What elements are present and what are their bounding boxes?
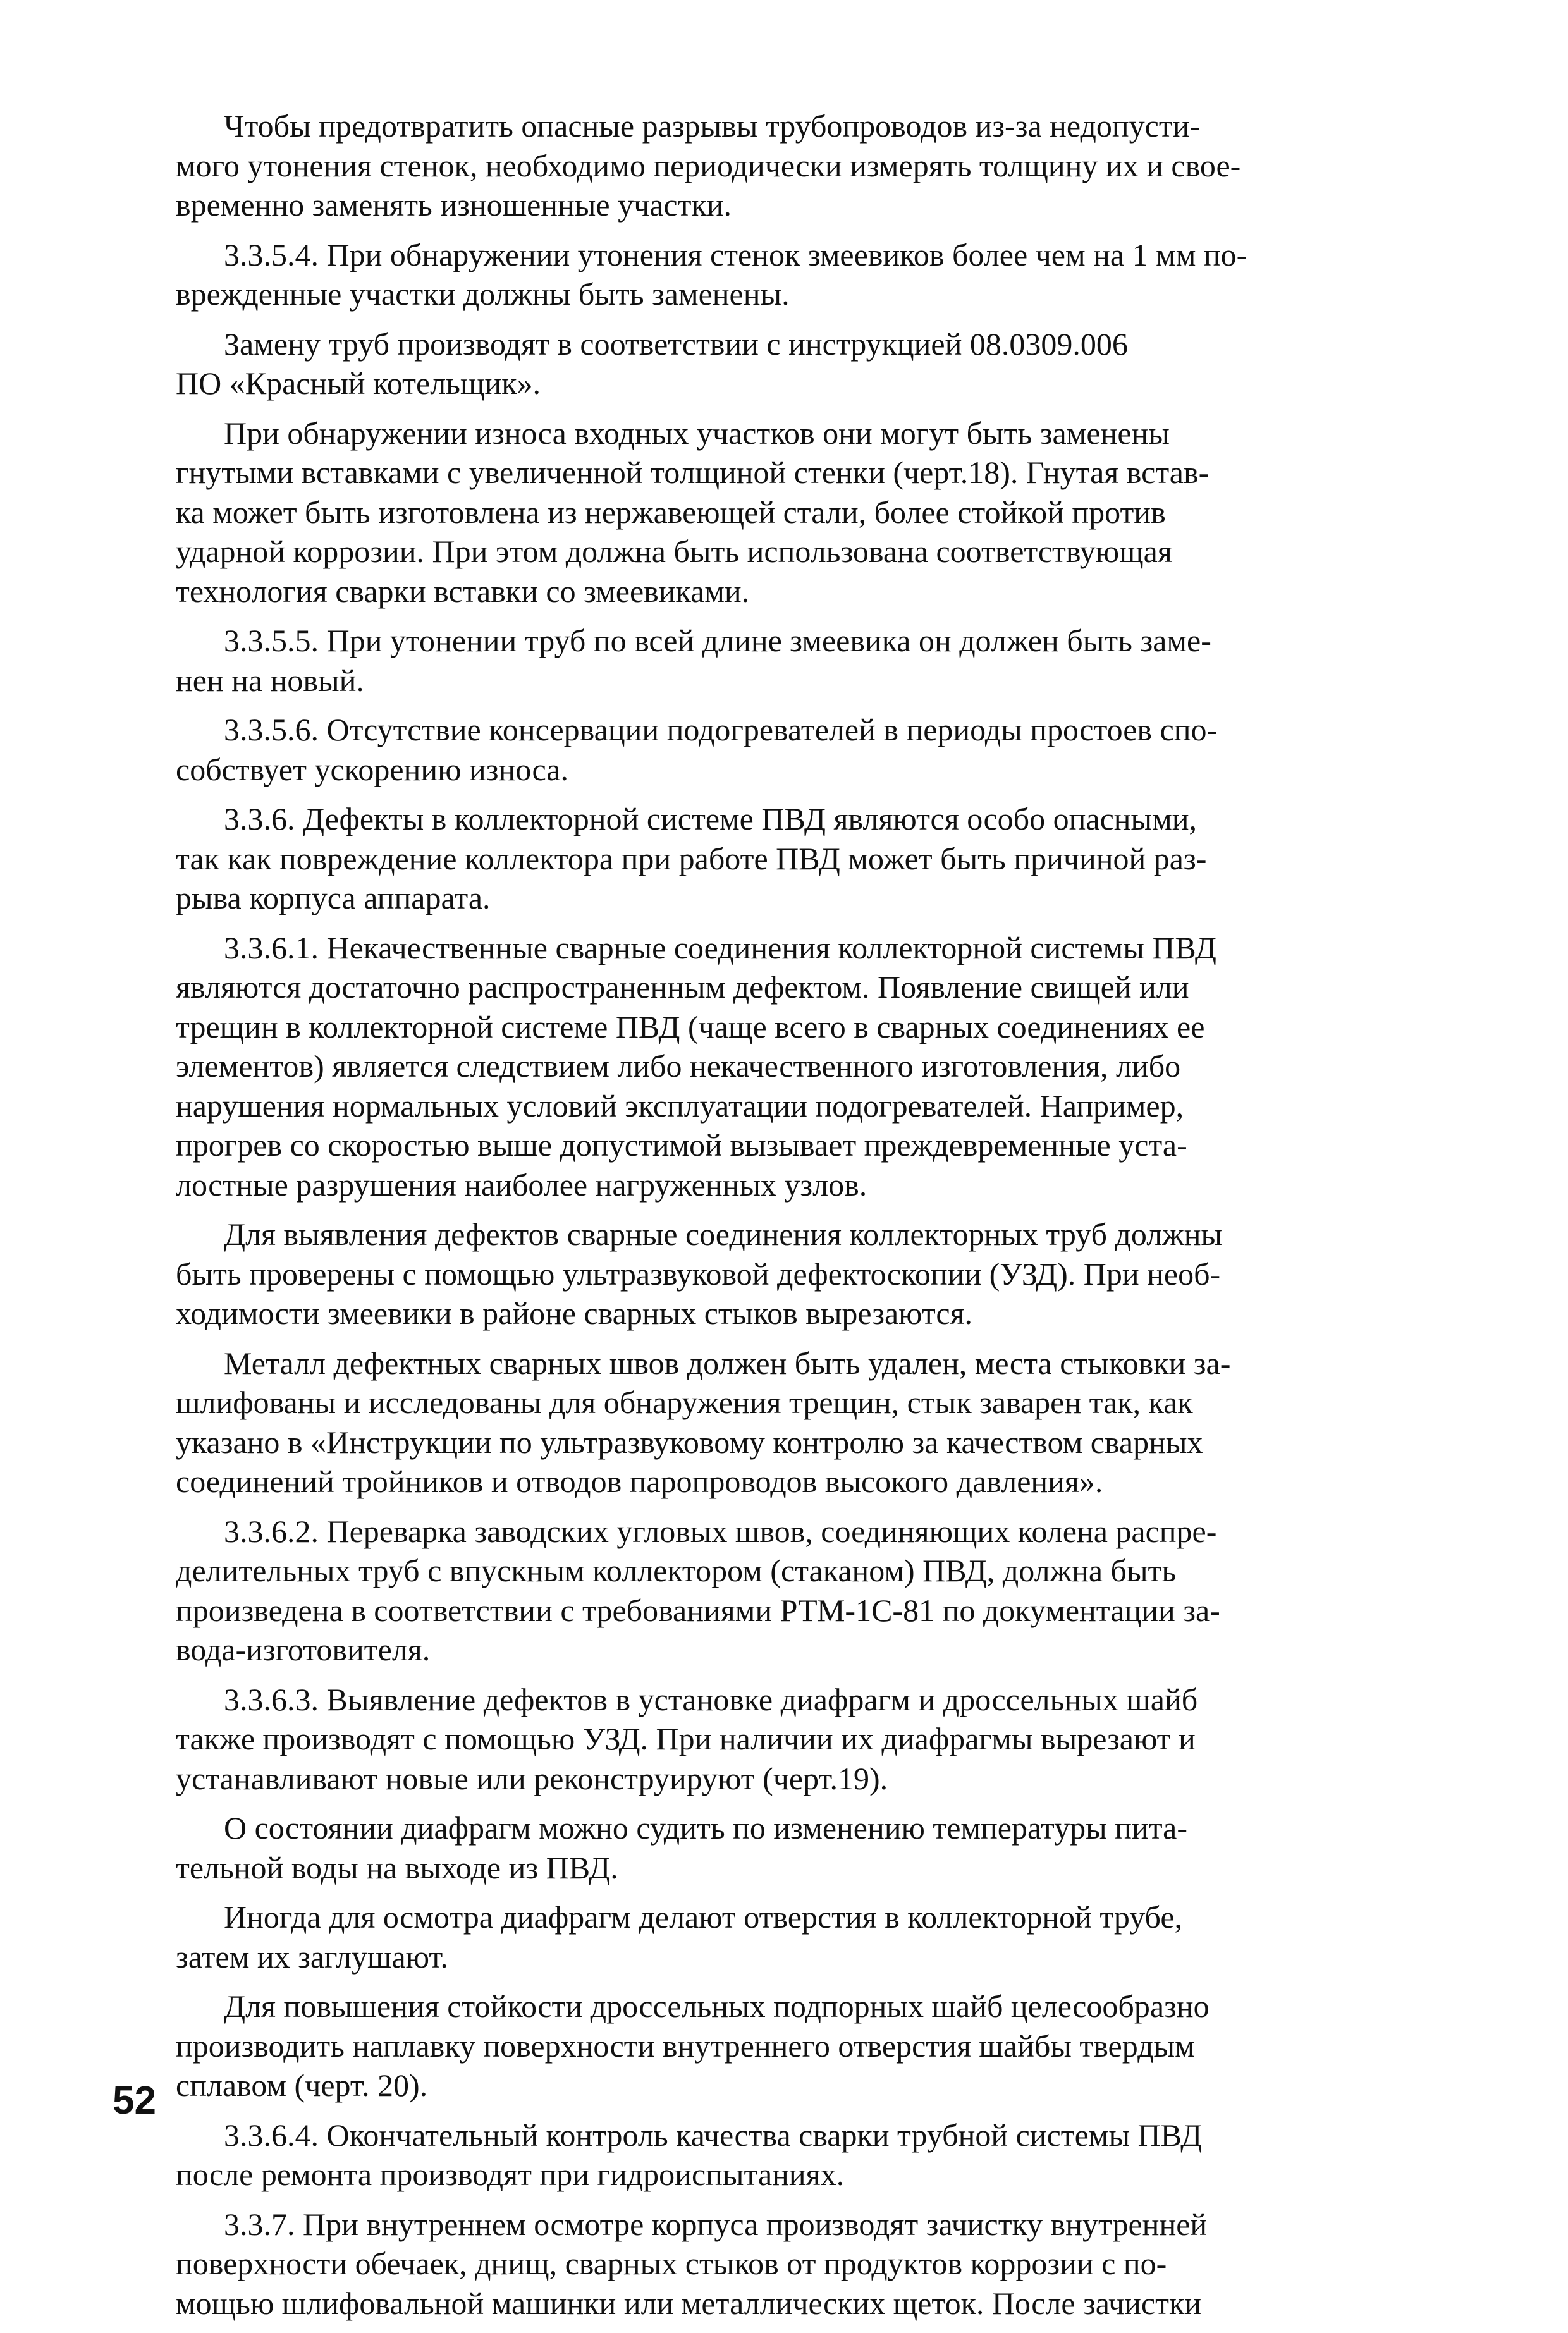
text-line: Чтобы предотвратить опасные разрывы трубопроводов из-за недопусти- (224, 108, 1201, 144)
paragraph (176, 1344, 1455, 1502)
text-line: элементов) является следствием либо некачественного изготовления, либо (176, 1048, 1181, 1084)
text-line: нен на новый. (176, 662, 364, 698)
text-line: Замену труб производят в соответствии с инструкцией 08.0309.006 (224, 326, 1128, 362)
text-line: Для повышения стойкости дроссельных подпорных шайб целесообразно (224, 1988, 1210, 2024)
text-line: произведена в соответствии с требованиями РТМ-1С-81 по документации за- (176, 1592, 1220, 1628)
text-line: врежденные участки должны быть заменены. (176, 276, 790, 312)
paragraph (176, 799, 1455, 918)
text-line: нарушения нормальных условий эксплуатации подогревателей. Например, (176, 1087, 1184, 1124)
text-line: так как повреждение коллектора при работе ПВД может быть причиной раз- (176, 840, 1207, 876)
text-line: трещин в коллекторной системе ПВД (чаще всего в сварных соединениях ее (176, 1008, 1205, 1044)
text-line: О состоянии диафрагм можно судить по изменению температуры пита- (224, 1810, 1187, 1846)
paragraph (176, 2116, 1455, 2195)
paragraph (176, 710, 1455, 789)
text-line: собствует ускорению износа. (176, 751, 568, 787)
paragraph (176, 1215, 1455, 1333)
text-line: также производят с помощью УЗД. При наличии их диафрагмы вырезают и (176, 1721, 1196, 1756)
paragraph (176, 2205, 1455, 2324)
text-line: Иногда для осмотра диафрагм делают отверстия в коллекторной трубе, (224, 1899, 1183, 1935)
paragraph (176, 928, 1455, 1205)
paragraph (176, 1680, 1455, 1799)
paragraph (176, 621, 1455, 700)
text-line: затем их заглушают. (176, 1938, 448, 1975)
paragraph (176, 1987, 1455, 2105)
text-line: после ремонта производят при гидроиспытаниях. (176, 2157, 845, 2192)
text-line: соединений тройников и отводов паропроводов высокого давления». (176, 1464, 1103, 1499)
text-line: 3.3.6.4. Окончательный контроль качества сварки трубной системы ПВД (224, 2117, 1203, 2153)
paragraph (176, 1808, 1455, 1887)
text-line: ударной коррозии. При этом должна быть использована соответствующая (176, 534, 1172, 569)
paragraph (176, 1897, 1455, 1976)
page-number: 52 (113, 2079, 156, 2122)
text-line: устанавливают новые или реконструируют (черт.19). (176, 1760, 888, 1796)
text-line: 3.3.5.5. При утонении труб по всей длине змеевика он должен быть заме- (224, 623, 1211, 658)
text-line: ПО «Красный котельщик». (176, 365, 541, 401)
paragraph (176, 413, 1455, 611)
text-line: лостные разрушения наиболее нагруженных узлов. (176, 1166, 867, 1203)
text-line: ка может быть изготовлена из нержавеющей стали, более стойкой против (176, 494, 1166, 530)
text-line: мощью шлифовальной машинки или металлических щеток. После зачистки (176, 2285, 1201, 2321)
text-line: рыва корпуса аппарата. (176, 880, 491, 915)
text-line: указано в «Инструкции по ультразвуковому контролю за качеством сварных (176, 1424, 1203, 1460)
text-line: прогрев со скоростью выше допустимой вызывает преждевременные уста- (176, 1127, 1187, 1163)
text-line: Для выявления дефектов сварные соединения коллекторных труб должны (224, 1216, 1223, 1252)
text-line: шлифованы и исследованы для обнаружения трещин, стык заварен так, как (176, 1385, 1193, 1420)
text-line: сплавом (черт. 20). (176, 2067, 428, 2103)
text-line: являются достаточно распространенным дефектом. Появление свищей или (176, 969, 1189, 1005)
body-text (176, 106, 1455, 2333)
text-line: 3.3.6. Дефекты в коллекторной системе ПВД являются особо опасными, (224, 801, 1197, 836)
text-line: тельной воды на выходе из ПВД. (176, 1849, 618, 1885)
text-line: вода-изготовителя. (176, 1632, 431, 1667)
text-line: производить наплавку поверхности внутреннего отверстия шайбы твердым (176, 2028, 1195, 2064)
text-line: технология сварки вставки со змеевиками. (176, 573, 750, 609)
text-line: поверхности обечаек, днищ, сварных стыков от продуктов коррозии с по- (176, 2246, 1167, 2281)
paragraph (176, 1512, 1455, 1670)
text-line: 3.3.6.2. Переварка заводских угловых швов, соединяющих колена распре- (224, 1513, 1217, 1549)
text-line: 3.3.5.6. Отсутствие консервации подогревателей в периоды простоев спо- (224, 712, 1218, 747)
text-line: временно заменять изношенные участки. (176, 187, 732, 223)
text-line: 3.3.5.4. При обнаружении утонения стенок змеевиков более чем на 1 мм по- (224, 236, 1247, 272)
text-line: делительных труб с впускным коллектором (стаканом) ПВД, должна быть (176, 1553, 1177, 1588)
text-line: мого утонения стенок, необходимо периодически измерять толщину их и свое- (176, 147, 1241, 183)
paragraph (176, 324, 1455, 403)
text-line: 3.3.6.3. Выявление дефектов в установке диафрагм и дроссельных шайб (224, 1681, 1198, 1717)
paragraph (176, 106, 1455, 225)
text-line: ходимости змеевики в районе сварных стыков вырезаются. (176, 1295, 973, 1331)
text-line: 3.3.6.1. Некачественные сварные соединения коллекторной системы ПВД (224, 929, 1216, 965)
text-line: 3.3.7. При внутреннем осмотре корпуса производят зачистку внутренней (224, 2206, 1208, 2242)
text-line: быть проверены с помощью ультразвуковой дефектоскопии (УЗД). При необ- (176, 1256, 1221, 1292)
text-line: гнутыми вставками с увеличенной толщиной стенки (черт.18). Гнутая встав- (176, 455, 1210, 490)
text-line: При обнаружении износа входных участков они могут быть заменены (224, 415, 1170, 451)
paragraph (176, 235, 1455, 314)
text-line: Металл дефектных сварных швов должен быть удален, места стыковки за- (224, 1345, 1231, 1381)
